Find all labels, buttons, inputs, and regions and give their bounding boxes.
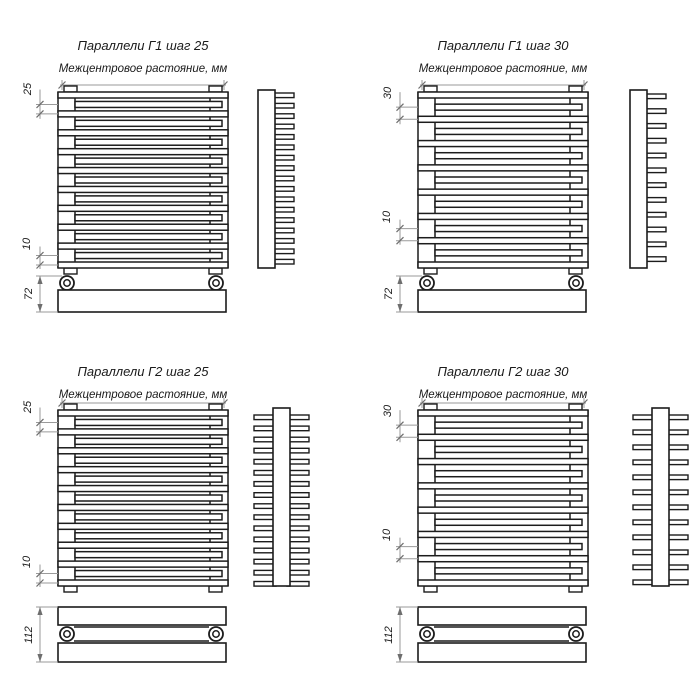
pitch-dim-label: 30 [382,87,394,100]
variant-title: Параллели Г1 шаг 30 [437,38,569,53]
panel-g1-step30 [360,0,700,350]
depth-dim-label: 72 [383,287,395,301]
bottom-view [418,607,586,662]
pitch-dimension [36,89,58,118]
pitch-dim-label: 25 [22,401,34,414]
side-view [254,408,309,586]
pitch-dim-label: 30 [382,405,394,418]
views-group [36,398,309,662]
views-group [396,398,688,662]
front-view [58,404,228,592]
panel-g2-step25 [0,318,340,668]
center-distance-label: Межцентровое растояние, мм [58,63,228,75]
bottom-gap-dimension [36,565,58,587]
front-view [58,86,228,274]
pitch-dimension [36,407,58,436]
pitch-dimension [396,92,418,124]
bottom-gap-dimension [36,247,58,269]
bottom-view [58,607,226,662]
views-group [36,80,294,312]
bottom-gap-dimension [396,538,418,563]
center-distance-dimension [59,80,228,90]
bottom-view [418,276,586,312]
variant-title: Параллели Г2 шаг 25 [77,364,209,379]
depth-dim-label: 112 [383,626,395,644]
bottom-gap-dimension [396,220,418,245]
panel-g2-step30 [360,318,700,668]
center-distance-dimension [419,80,588,90]
bottom-gap-dim-label: 10 [21,555,33,568]
center-distance-label: Межцентровое растояние, мм [58,389,228,401]
pitch-dimension [396,410,418,442]
panel-g1-step25 [0,0,340,350]
variant-title: Параллели Г1 шаг 25 [77,38,209,53]
views-group [396,80,666,312]
depth-dim-label: 72 [23,287,35,301]
bottom-view [58,276,226,312]
pitch-dim-label: 25 [22,83,34,96]
center-distance-label: Межцентровое растояние, мм [418,63,588,75]
bottom-gap-dim-label: 10 [21,237,33,250]
center-distance-label: Межцентровое растояние, мм [418,389,588,401]
bottom-gap-dim-label: 10 [381,528,393,541]
side-view [258,90,294,268]
front-view [418,86,588,274]
depth-dimension [36,607,58,662]
side-view [633,408,688,586]
side-view [630,90,666,268]
depth-dimension [396,607,418,662]
variant-title: Параллели Г2 шаг 30 [437,364,569,379]
depth-dim-label: 112 [23,626,35,644]
front-view [418,404,588,592]
bottom-gap-dim-label: 10 [381,210,393,223]
